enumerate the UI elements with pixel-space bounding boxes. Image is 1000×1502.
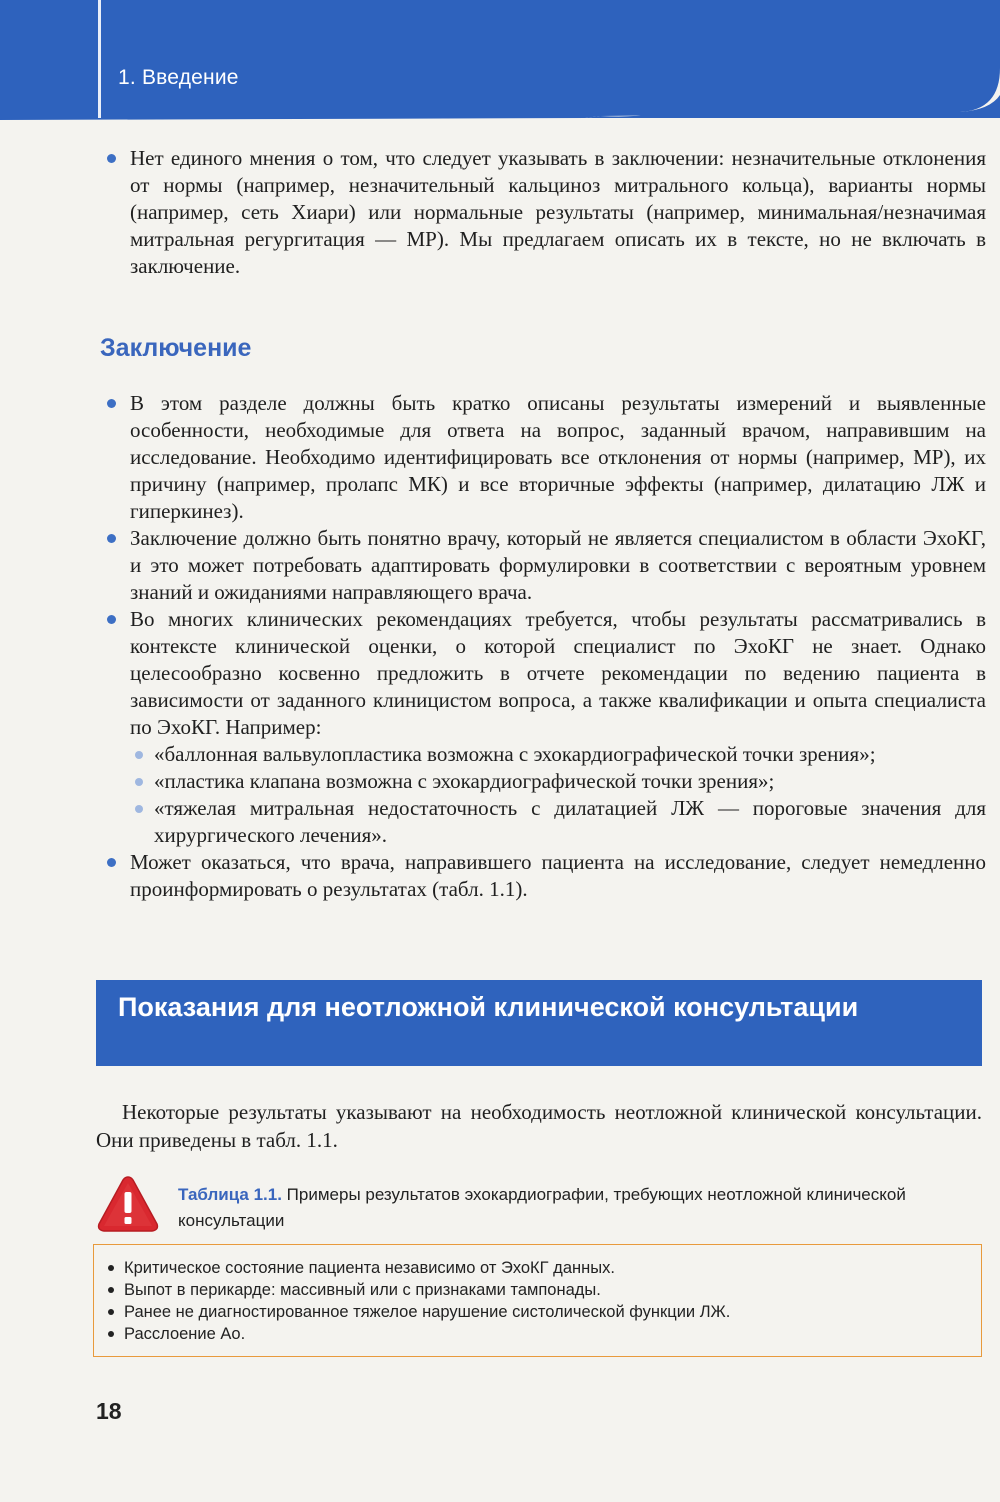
- section-heading-conclusion: Заключение: [100, 334, 252, 362]
- table-caption-text: Примеры результатов эхокардиографии, требующих неотложной клинической консультации: [178, 1185, 906, 1230]
- chapter-header: [0, 0, 1000, 120]
- bullet-icon: [108, 1287, 114, 1293]
- bullet-icon: [108, 1265, 114, 1271]
- conclusion-body: [100, 390, 986, 903]
- bullet-icon: [107, 858, 116, 867]
- sub-list-item: «тяжелая митральная недостаточность с дилатацией ЛЖ — пороговые значения для хирургического лечения».: [130, 795, 986, 849]
- table-label: Таблица 1.1.: [178, 1185, 282, 1204]
- example-sub-list: [130, 741, 986, 849]
- intro-bullet-list: [100, 145, 986, 280]
- sub-list-item: «баллонная вальвулопластика возможна с эхокардиографической точки зрения»;: [130, 741, 986, 768]
- table-row: Критическое состояние пациента независимо от ЭхоКГ данных.: [106, 1257, 981, 1279]
- bullet-icon: [107, 615, 116, 624]
- table-row: Ранее не диагностированное тяжелое нарушение систолической функции ЛЖ.: [106, 1301, 981, 1323]
- table-row: Расслоение Ао.: [106, 1323, 981, 1345]
- bullet-icon: [107, 534, 116, 543]
- warning-triangle-icon: [96, 1174, 160, 1234]
- bullet-icon: [107, 399, 116, 408]
- page-number: 18: [96, 1398, 122, 1424]
- bullet-icon: [107, 154, 116, 163]
- header-band: [0, 0, 1000, 120]
- bullet-icon: [108, 1309, 114, 1315]
- table-1-1: [93, 1244, 982, 1357]
- urgent-intro-paragraph: Некоторые результаты указывают на необходимость неотложной клинической консультации. Они приведены в табл. 1.1.: [96, 1100, 982, 1152]
- sub-bullet-icon: [135, 805, 143, 813]
- conclusion-bullet-list: [100, 390, 986, 903]
- sub-list-item: «пластика клапана возможна с эхокардиографической точки зрения»;: [130, 768, 986, 795]
- table-caption: [178, 1182, 983, 1234]
- list-item: Нет единого мнения о том, что следует указывать в заключении: незначительные отклонения от нормы (например, незначительный кальциноз митрального кольца), варианты нормы (например, сеть Хиари) или нормальные результаты (например, минимальная/незначимая митральная регургитация — МР). Мы предлагаем описать их в тексте, но не включать в заключение.: [100, 145, 986, 280]
- table-row: Выпот в перикарде: массивный или с признаками тампонады.: [106, 1279, 981, 1301]
- list-item: Может оказаться, что врача, направившего пациента на исследование, следует немедленно проинформировать о результатах (табл. 1.1).: [100, 849, 986, 903]
- list-item: В этом разделе должны быть кратко описаны результаты измерений и выявленные особенности, необходимые для ответа на вопрос, заданный врачом, направившим на исследование. Необходимо идентифицировать все отклонения от нормы (например, МР), их причину (например, пролапс МК) и все вторичные эффекты (например, дилатацию ЛЖ и гиперкинез).: [100, 390, 986, 525]
- sub-bullet-icon: [135, 778, 143, 786]
- chapter-title: 1. Введение: [118, 66, 239, 89]
- list-item: Заключение должно быть понятно врачу, который не является специалистом в области ЭхоКГ, и это может потребовать адаптировать формулировки в соответствии с вероятным уровнем знаний и ожиданиями направляющего врача.: [100, 525, 986, 606]
- list-item: Во многих клинических рекомендациях требуется, чтобы результаты рассматривались в контексте клинической оценки, о которой специалист по ЭхоКГ не знает. Однако целесообразно косвенно предложить в отчете рекомендации по ведению пациента в зависимости от заданного клиницистом вопроса, а также квалификации и опыта специалиста по ЭхоКГ. Например: «баллонная вальвулопластика возможна с эхокардиографической точки зрения»; «пластика клапана возможна с эхокардиографической точки зрения»; «тяжелая митральная недостаточность с дилатацией ЛЖ — пороговые значения для хирургического лечения».: [100, 606, 986, 849]
- bullet-icon: [108, 1331, 114, 1337]
- section-heading-urgent: Показания для неотложной клинической консультации: [96, 980, 982, 1066]
- sub-bullet-icon: [135, 751, 143, 759]
